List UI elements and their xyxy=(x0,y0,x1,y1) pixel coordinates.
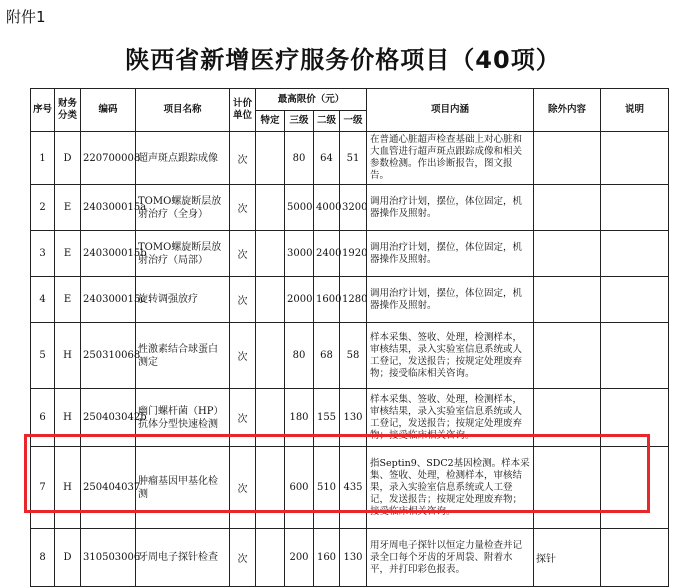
row-level3: 5000 xyxy=(285,185,314,231)
row-notes xyxy=(601,529,669,587)
row-seq: 8 xyxy=(31,529,55,587)
table-row xyxy=(31,529,669,587)
row-unit: 次 xyxy=(230,132,256,185)
row-unit: 次 xyxy=(230,389,256,447)
row-level1: 51 xyxy=(340,132,367,185)
row-notes xyxy=(601,132,669,185)
row-level2: 68 xyxy=(314,323,340,389)
row-content: 用牙周电子探针以恒定力量检查并记录全口每个牙齿的牙周袋、附着水平，并打印彩色报表。 xyxy=(367,529,534,587)
row-code: 240300015c xyxy=(81,277,136,323)
row-unit: 次 xyxy=(230,185,256,231)
row-level1: 130 xyxy=(340,389,367,447)
row-content: 样本采集、签收、处理，检测样本，审核结果，录入实验室信息系统或人工登记，发送报告；按规定处理废弃物；接受临床相关咨询。 xyxy=(367,389,534,447)
row-unit: 次 xyxy=(230,277,256,323)
header-level1: 一级 xyxy=(340,111,367,132)
row-seq: 4 xyxy=(31,277,55,323)
row-notes xyxy=(601,323,669,389)
row-content: 在普通心脏超声检查基础上对心脏和大血管进行超声斑点跟踪成像和相关参数检测。作出诊断报告，图文报告。 xyxy=(367,132,534,185)
row-seq: 6 xyxy=(31,389,55,447)
row-level3: 180 xyxy=(285,389,314,447)
row-unit: 次 xyxy=(230,231,256,277)
row-category: E xyxy=(55,231,81,277)
row-level3: 80 xyxy=(285,323,314,389)
row-code: 250404037 xyxy=(81,447,136,529)
row-category: E xyxy=(55,277,81,323)
row-seq: 5 xyxy=(31,323,55,389)
table-row xyxy=(31,132,669,185)
row-name: 牙周电子探针检查 xyxy=(136,529,230,587)
row-code: 240300015a xyxy=(81,185,136,231)
row-excluded xyxy=(534,132,601,185)
row-special xyxy=(256,231,285,277)
header-seq: 序号 xyxy=(31,89,55,132)
row-level2: 155 xyxy=(314,389,340,447)
row-name: 超声斑点跟踪成像 xyxy=(136,132,230,185)
table-row xyxy=(31,277,669,323)
row-level3: 3000 xyxy=(285,231,314,277)
row-level1: 130 xyxy=(340,529,367,587)
row-code: 240300015b xyxy=(81,231,136,277)
row-name: 肿瘤基因甲基化检测 xyxy=(136,447,230,529)
row-category: H xyxy=(55,389,81,447)
row-level2: 2400 xyxy=(314,231,340,277)
header-special: 特定 xyxy=(256,111,285,132)
header-content: 项目内涵 xyxy=(367,89,534,132)
table-row xyxy=(31,447,669,529)
row-code: 250310068 xyxy=(81,323,136,389)
row-excluded xyxy=(534,185,601,231)
row-name: 性激素结合球蛋白测定 xyxy=(136,323,230,389)
row-special xyxy=(256,132,285,185)
table-row xyxy=(31,389,669,447)
row-level2: 1600 xyxy=(314,277,340,323)
page-title: 陕西省新增医疗服务价格项目（40项） xyxy=(125,46,561,74)
row-notes xyxy=(601,185,669,231)
row-category: D xyxy=(55,529,81,587)
row-level3: 600 xyxy=(285,447,314,529)
row-level3: 2000 xyxy=(285,277,314,323)
row-level1: 435 xyxy=(340,447,367,529)
row-excluded xyxy=(534,323,601,389)
table-row xyxy=(31,185,669,231)
row-excluded xyxy=(534,277,601,323)
row-level1: 3200 xyxy=(340,185,367,231)
row-level3: 200 xyxy=(285,529,314,587)
row-special xyxy=(256,323,285,389)
row-notes xyxy=(601,389,669,447)
header-code: 编码 xyxy=(81,89,136,132)
row-name: TOMO螺旋断层放射治疗（全身） xyxy=(136,185,230,231)
row-category: E xyxy=(55,185,81,231)
header-row xyxy=(31,89,669,111)
row-code: 250403042b xyxy=(81,389,136,447)
row-excluded xyxy=(534,447,601,529)
row-unit: 次 xyxy=(230,529,256,587)
row-level2: 64 xyxy=(314,132,340,185)
header-name: 项目名称 xyxy=(136,89,230,132)
row-content: 调用治疗计划，摆位，体位固定，机器操作及照射。 xyxy=(367,185,534,231)
header-category: 财务分类 xyxy=(55,89,81,132)
row-notes xyxy=(601,447,669,529)
row-special xyxy=(256,185,285,231)
row-unit: 次 xyxy=(230,447,256,529)
row-level2: 510 xyxy=(314,447,340,529)
header-level3: 三级 xyxy=(285,111,314,132)
table-row xyxy=(31,323,669,389)
row-content: 样本采集、签收、处理，检测样本，审核结果，录入实验室信息系统或人工登记，发送报告；按规定处理废弃物；接受临床相关咨询。 xyxy=(367,323,534,389)
row-special xyxy=(256,529,285,587)
header-max-price: 最高限价（元） xyxy=(256,89,367,111)
row-level1: 1280 xyxy=(340,277,367,323)
row-excluded xyxy=(534,389,601,447)
row-seq: 2 xyxy=(31,185,55,231)
row-content: 调用治疗计划，摆位，体位固定，机器操作及照射。 xyxy=(367,277,534,323)
row-category: D xyxy=(55,132,81,185)
row-seq: 1 xyxy=(31,132,55,185)
header-unit: 计价单位 xyxy=(230,89,256,132)
row-notes xyxy=(601,277,669,323)
row-content: 指Septin9、SDC2基因检测。样本采集、签收、处理，检测样本，审核结果，录入实验室信息系统或人工登记，发送报告；按规定处理废弃物；接受临床相关咨询。 xyxy=(367,447,534,529)
price-table xyxy=(30,88,669,587)
row-category: H xyxy=(55,447,81,529)
row-notes xyxy=(601,231,669,277)
table-row xyxy=(31,231,669,277)
row-seq: 3 xyxy=(31,231,55,277)
row-category: H xyxy=(55,323,81,389)
row-level3: 80 xyxy=(285,132,314,185)
row-level1: 1920 xyxy=(340,231,367,277)
row-name: 幽门螺杆菌（HP）抗体分型快速检测 xyxy=(136,389,230,447)
row-name: 旋转调强放疗 xyxy=(136,277,230,323)
row-special xyxy=(256,277,285,323)
row-unit: 次 xyxy=(230,323,256,389)
row-excluded xyxy=(534,231,601,277)
row-special xyxy=(256,447,285,529)
row-content: 调用治疗计划，摆位，体位固定，机器操作及照射。 xyxy=(367,231,534,277)
attachment-label: 附件1 xyxy=(6,8,46,26)
row-code: 310503006 xyxy=(81,529,136,587)
header-notes: 说明 xyxy=(601,89,669,132)
row-special xyxy=(256,389,285,447)
row-level2: 160 xyxy=(314,529,340,587)
row-level2: 4000 xyxy=(314,185,340,231)
header-level2: 二级 xyxy=(314,111,340,132)
row-code: 220700008 xyxy=(81,132,136,185)
row-excluded: 探针 xyxy=(534,529,601,587)
header-excluded: 除外内容 xyxy=(534,89,601,132)
row-name: TOMO螺旋断层放射治疗（局部） xyxy=(136,231,230,277)
row-level1: 58 xyxy=(340,323,367,389)
row-seq: 7 xyxy=(31,447,55,529)
